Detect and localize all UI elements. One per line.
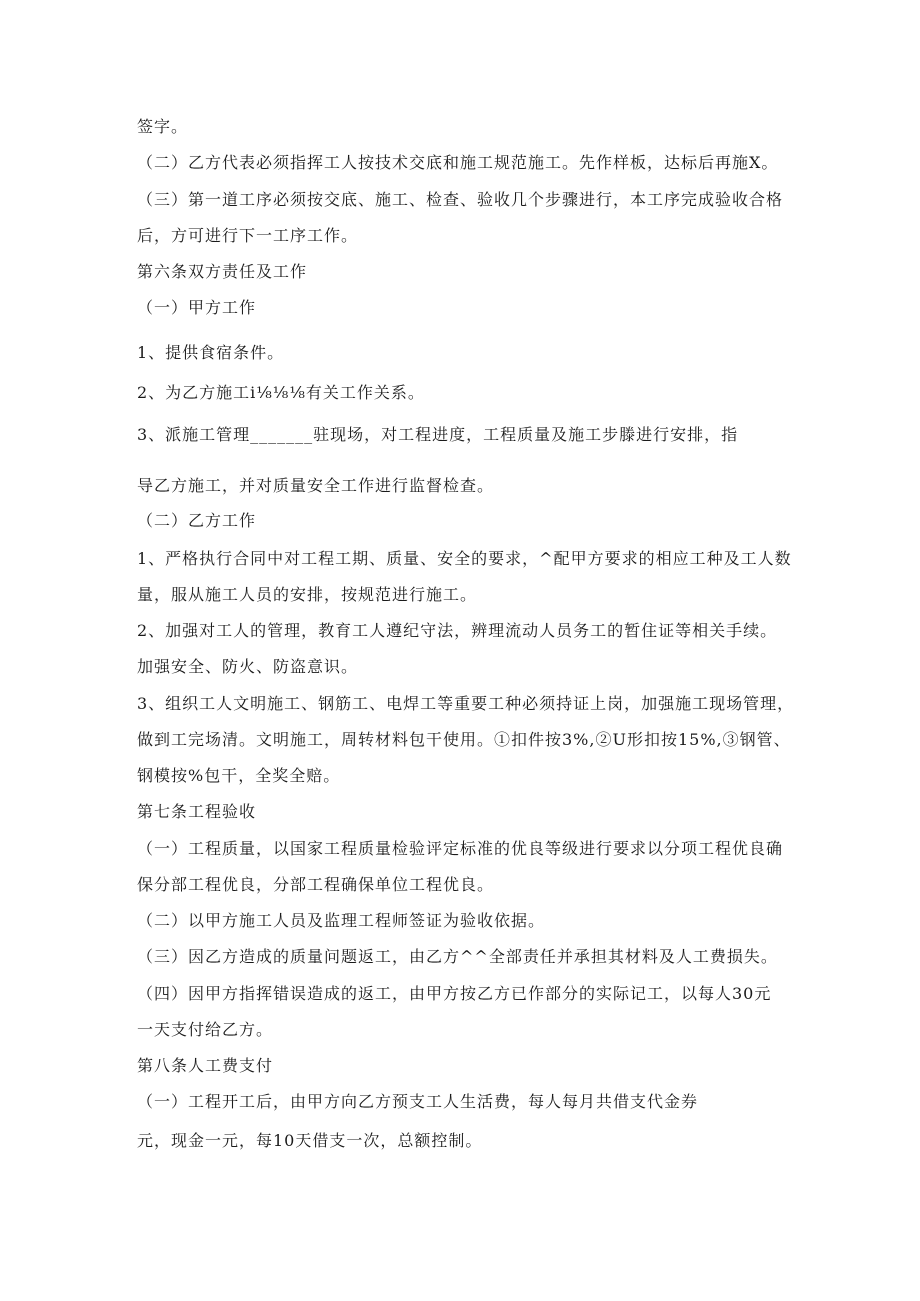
text-line: 钢模按%包干，全奖全赔。: [137, 766, 341, 785]
list-item: 1、严格执行合同中对工程工期、质量、安全的要求，^配甲方要求的相应工种及工人数: [137, 549, 792, 568]
list-item: 3、派施工管理_______驻现场，对工程进度，工程质量及施工步滕进行安排，指: [137, 425, 739, 444]
text-line: （二）以甲方施工人员及监理工程师签证为验收依据。: [137, 911, 546, 930]
text-line: （三）因乙方造成的质量问题返工，由乙方^^全部责任并承担其材料及人工费损失。: [137, 947, 778, 966]
text-line: （三）第一道工序必须按交底、施工、检查、验收几个步骤进行，本工序完成验收合格: [137, 190, 784, 209]
text-line: 元，现金一元，每10天借支一次，总额控制。: [137, 1131, 483, 1150]
section-heading: 第六条双方责任及工作: [137, 262, 308, 281]
list-item: 1、提供食宿条件。: [137, 343, 285, 362]
text-line: （四）因甲方指挥错误造成的返工，由甲方按乙方已作部分的实际记工，以每人30元: [137, 984, 772, 1003]
text-line: 一天支付给乙方。: [137, 1020, 274, 1039]
text-line: 保分部工程优良，分部工程确保单位工程优良。: [137, 875, 495, 894]
section-heading: 第七条工程验收: [137, 802, 257, 821]
subsection-heading: （一）甲方工作: [137, 298, 257, 317]
text-line: 签字。: [137, 117, 189, 136]
text-line: 后，方可进行下一工序工作。: [137, 226, 359, 245]
text-line: 做到工完场清。文明施工，周转材料包干使用。①扣件按3%,②U形扣按15%,③钢管、: [137, 730, 791, 749]
section-heading: 第八条人工费支付: [137, 1056, 274, 1075]
text-line: （一）工程开工后，由甲方向乙方预支工人生活费，每人每月共借支代金券: [137, 1092, 699, 1111]
list-item: 2、为乙方施工i⅛⅛⅛有关工作关系。: [137, 383, 425, 402]
text-line: 加强安全、防火、防盗意识。: [137, 657, 359, 676]
text-line: （二）乙方代表必须指挥工人按技术交底和施工规范施工。先作样板，达标后再施X。: [137, 153, 779, 172]
text-line: 量，服从施工人员的安排，按规范进行施工。: [137, 585, 478, 604]
list-item: 2、加强对工人的管理，教育工人遵纪守法，辨理流动人员务工的暂住证等相关手续。: [137, 621, 778, 640]
text-line: 导乙方施工，并对质量安全工作进行监督检查。: [137, 476, 495, 495]
list-item: 3、组织工人文明施工、钢筋工、电焊工等重要工种必须持证上岗，加强施工现场管理，: [137, 694, 795, 713]
subsection-heading: （二）乙方工作: [137, 511, 257, 530]
text-line: （一）工程质量，以国家工程质量检验评定标准的优良等级进行要求以分项工程优良确: [137, 839, 784, 858]
